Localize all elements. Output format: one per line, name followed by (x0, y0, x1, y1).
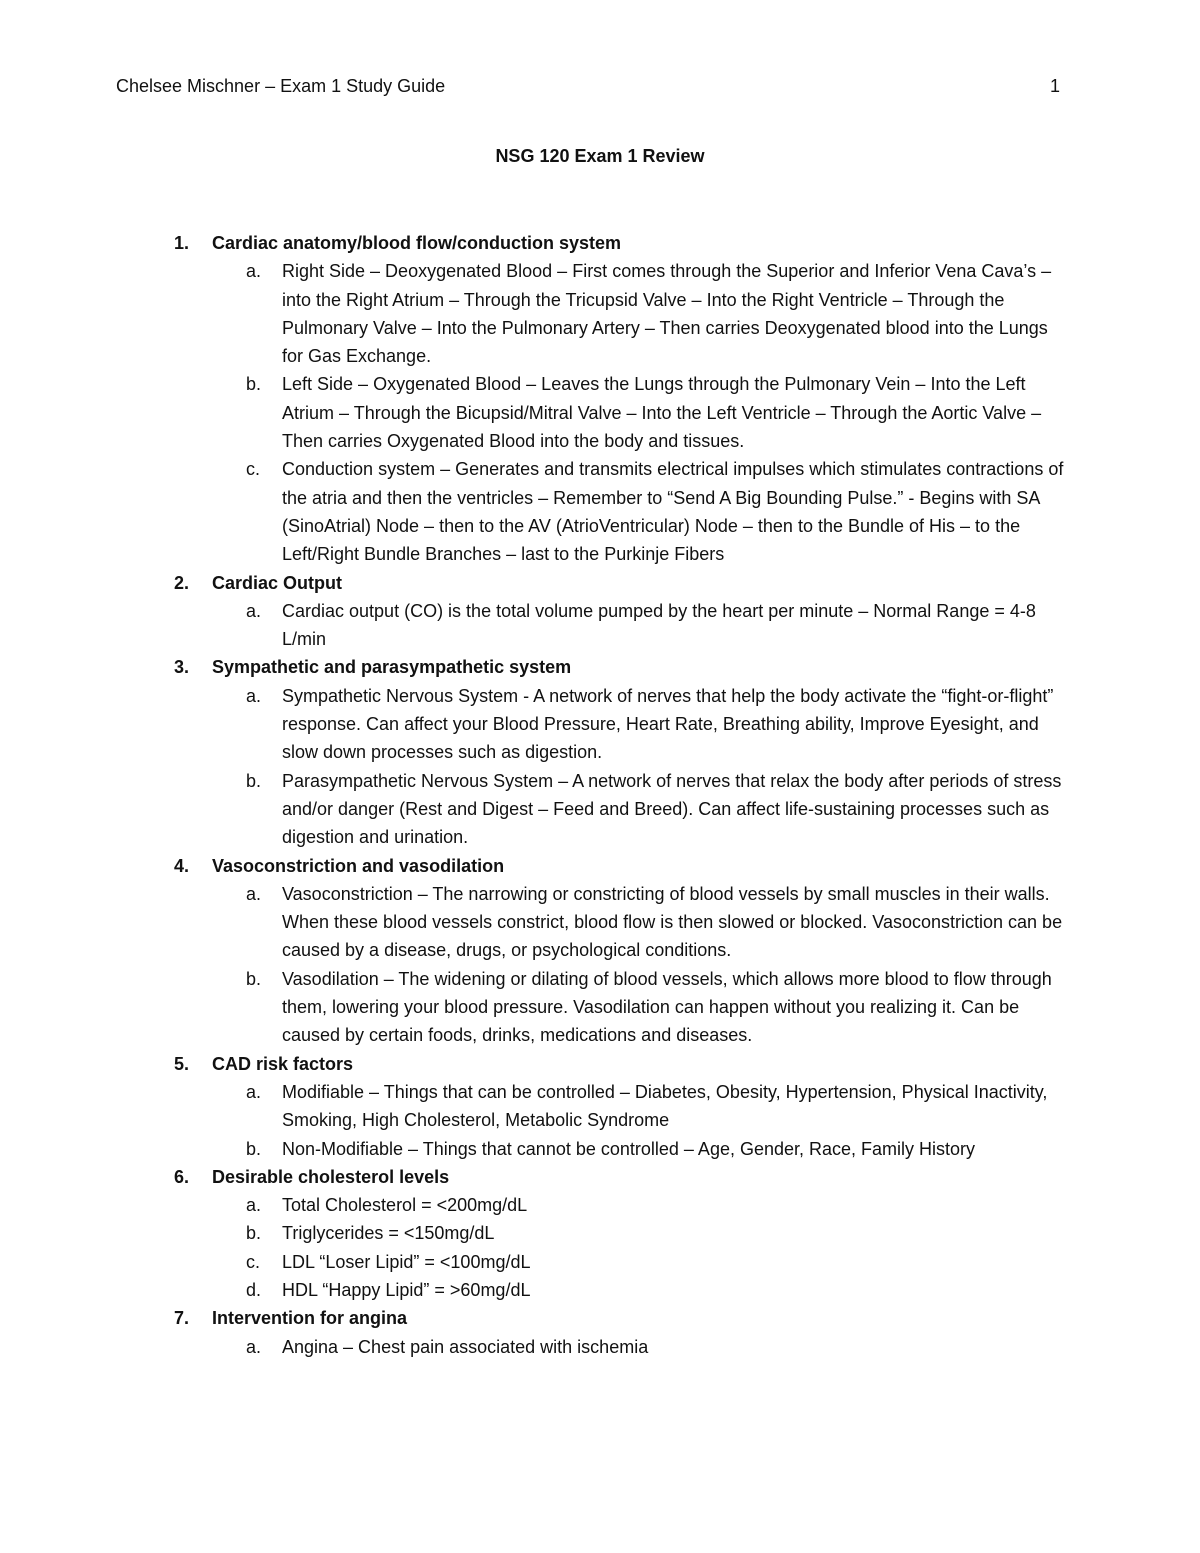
list-item (174, 1078, 1064, 1135)
list-item (174, 257, 1064, 370)
list-item (174, 682, 1064, 767)
section-number: 2. (174, 572, 190, 593)
section-5 (174, 1050, 1064, 1163)
section-heading (174, 653, 1064, 681)
item-text: Vasodilation – The widening or dilating of blood vessels, which allows more blood to flow through them, lowering your blood pressure. Vasodilation can happen without you realizing it. Can be caused by certain foods, drinks, medications and diseases. (282, 968, 1052, 1046)
item-letter: b. (246, 1138, 262, 1159)
section-number: 7. (174, 1308, 190, 1329)
item-letter: d. (246, 1279, 262, 1300)
item-letter: c. (246, 459, 261, 480)
list-item (174, 1219, 1064, 1247)
section-heading (174, 569, 1064, 597)
section-7 (174, 1304, 1064, 1361)
item-letter: a. (246, 261, 262, 282)
item-text: Vasoconstriction – The narrowing or constricting of blood vessels by small muscles in their walls. When these blood vessels constrict, blood flow is then slowed or blocked. Vasoconstriction can be caused by a disease, drugs, or psychological conditions. (282, 883, 1063, 961)
section-heading (174, 1304, 1064, 1332)
item-letter: a. (246, 600, 262, 621)
item-letter: b. (246, 1223, 262, 1244)
list-item (174, 1248, 1064, 1276)
document-title: NSG 120 Exam 1 Review (495, 146, 705, 166)
section-number: 1. (174, 233, 190, 253)
item-text: Parasympathetic Nervous System – A network of nerves that relax the body after periods of stress and/or danger (Rest and Digest – Feed and Breed). Can affect life-sustaining processes such as digestion and urination. (282, 770, 1062, 848)
list-item (174, 455, 1064, 568)
section-heading (174, 1050, 1064, 1078)
item-text: Total Cholesterol = <200mg/dL (282, 1195, 528, 1216)
section-2 (174, 569, 1064, 654)
list-item (174, 1191, 1064, 1219)
section-title: CAD risk factors (212, 1053, 354, 1074)
section-title: Desirable cholesterol levels (212, 1166, 450, 1187)
item-letter: b. (246, 968, 262, 989)
item-letter: a. (246, 883, 262, 904)
section-3 (174, 653, 1064, 851)
item-text: Left Side – Oxygenated Blood – Leaves the Lungs through the Pulmonary Vein – Into the Left Atrium – Through the Bicupsid/Mitral Valve – Into the Left Ventricle – Through the Aortic Valve – Then carries Oxygenated Blood into the body and tissues. (282, 374, 1042, 452)
item-text: HDL “Happy Lipid” = >60mg/dL (282, 1279, 531, 1300)
item-letter: b. (246, 770, 262, 791)
section-heading (174, 1163, 1064, 1191)
item-text: Triglycerides = <150mg/dL (282, 1223, 495, 1244)
item-text: Cardiac output (CO) is the total volume pumped by the heart per minute – Normal Range = 4-8 L/min (282, 600, 1036, 650)
page-number: 1 (1049, 76, 1060, 96)
section-number: 4. (174, 855, 190, 876)
section-6 (174, 1163, 1064, 1304)
item-letter: a. (246, 685, 262, 706)
list-item (174, 1333, 1064, 1361)
review-list (174, 229, 1064, 1361)
header-title: Chelsee Mischner – Exam 1 Study Guide (116, 76, 446, 96)
section-number: 3. (174, 657, 190, 678)
section-title: Cardiac Output (212, 572, 343, 593)
list-item (174, 597, 1064, 654)
section-heading (174, 229, 1064, 257)
item-text: Angina – Chest pain associated with ischemia (282, 1336, 649, 1357)
section-number: 6. (174, 1166, 190, 1187)
list-item (174, 1276, 1064, 1304)
item-text: Right Side – Deoxygenated Blood – First comes through the Superior and Inferior Vena Cava’s – into the Right Atrium – Through the Tricupsid Valve – Into the Right Ventricle – Through the Pulmonary Valve – Into the Pulmonary Artery – Then carries Deoxygenated blood into the Lungs for Gas Exchange. (282, 261, 1052, 367)
item-letter: c. (246, 1251, 261, 1272)
item-text: Sympathetic Nervous System - A network of nerves that help the body activate the “fight-or-flight” response. Can affect your Blood Pressure, Heart Rate, Breathing ability, Improve Eyesight, and slow down processes such as digestion. (282, 685, 1054, 763)
item-letter: a. (246, 1081, 262, 1102)
section-title: Sympathetic and parasympathetic system (212, 657, 572, 678)
list-item (174, 880, 1064, 965)
item-text: LDL “Loser Lipid” = <100mg/dL (282, 1251, 531, 1272)
item-letter: a. (246, 1195, 262, 1216)
section-heading (174, 852, 1064, 880)
section-title: Cardiac anatomy/blood flow/conduction system (212, 233, 622, 253)
item-letter: b. (246, 374, 262, 395)
item-text: Conduction system – Generates and transmits electrical impulses which stimulates contractions of the atria and then the ventricles – Remember to “Send A Big Bounding Pulse.” - Begins with SA (SinoAtrial) Node – then to the AV (AtrioVentricular) Node – then to the Bundle of His – to the Left/Right Bundle Branches – last to the Purkinje Fibers (282, 459, 1064, 565)
list-item (174, 767, 1064, 852)
section-title: Vasoconstriction and vasodilation (212, 855, 505, 876)
page-header (116, 72, 1060, 100)
list-item (174, 965, 1064, 1050)
section-number: 5. (174, 1053, 190, 1074)
item-text: Non-Modifiable – Things that cannot be controlled – Age, Gender, Race, Family History (282, 1138, 976, 1159)
list-item (174, 1135, 1064, 1163)
item-letter: a. (246, 1336, 262, 1357)
item-text: Modifiable – Things that can be controlled – Diabetes, Obesity, Hypertension, Physical Inactivity, Smoking, High Cholesterol, Metabolic Syndrome (282, 1081, 1048, 1131)
section-1 (174, 229, 1064, 569)
section-title: Intervention for angina (212, 1308, 408, 1329)
list-item (174, 370, 1064, 455)
section-4 (174, 852, 1064, 1050)
